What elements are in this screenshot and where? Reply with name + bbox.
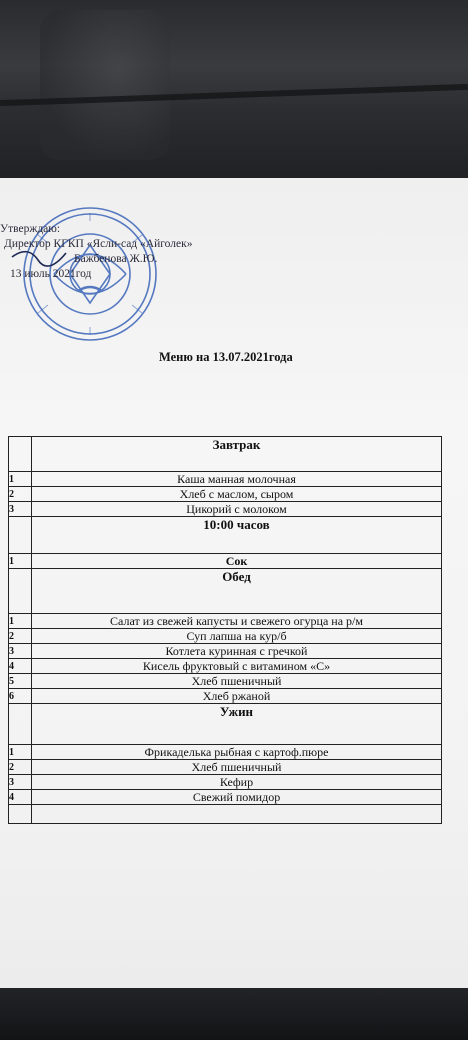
table-row [9, 554, 442, 569]
table-row [9, 775, 442, 790]
row-number: 3 [9, 775, 32, 790]
dish-name: Котлета куринная с гречкой [32, 644, 442, 659]
table-row-empty [9, 805, 442, 824]
dish-name: Хлеб с маслом, сыром [32, 487, 442, 502]
dish-name: Свежий помидор [32, 790, 442, 805]
table-row [9, 674, 442, 689]
table-row [9, 629, 442, 644]
dish-name: Хлеб пшеничный [32, 674, 442, 689]
meal-header-row [9, 517, 442, 554]
row-number: 2 [9, 629, 32, 644]
approval-line: Утверждаю: [0, 223, 61, 235]
row-number: 4 [9, 659, 32, 674]
empty-cell [9, 805, 32, 824]
menu-table [8, 436, 442, 824]
meal-header-row [9, 569, 442, 614]
approval-director: Директор КГКП «Ясли-сад «Айголек» [4, 238, 193, 250]
meal-header-row [9, 704, 442, 745]
empty-cell [9, 517, 32, 554]
row-number: 3 [9, 644, 32, 659]
empty-cell [9, 704, 32, 745]
table-row [9, 472, 442, 487]
dish-name: Хлеб ржаной [32, 689, 442, 704]
dish-name: Хлеб пшеничный [32, 760, 442, 775]
row-number: 1 [9, 614, 32, 629]
row-number: 3 [9, 502, 32, 517]
row-number: 4 [9, 790, 32, 805]
empty-cell [9, 569, 32, 614]
dish-name: Суп лапша на кур/б [32, 629, 442, 644]
table-row [9, 760, 442, 775]
row-number: 1 [9, 554, 32, 569]
dish-name: Сок [32, 554, 442, 569]
meal-name: Ужин [32, 704, 442, 745]
row-number: 2 [9, 487, 32, 502]
meal-name: 10:00 часов [32, 517, 442, 554]
table-row [9, 614, 442, 629]
approval-date: 13 июль 2021год [10, 268, 92, 280]
approval-block [0, 222, 192, 282]
dish-name: Салат из свежей капусты и свежего огурца на р/м [32, 614, 442, 629]
table-row [9, 659, 442, 674]
dish-name: Кефир [32, 775, 442, 790]
table-row [9, 790, 442, 805]
seat-cushion [40, 10, 170, 160]
row-number: 5 [9, 674, 32, 689]
table-row [9, 745, 442, 760]
empty-cell [9, 437, 32, 472]
row-number: 2 [9, 760, 32, 775]
background-floor [0, 985, 468, 1040]
page-title: Меню на 13.07.2021года [159, 350, 293, 364]
row-number: 1 [9, 745, 32, 760]
empty-cell [32, 805, 442, 824]
dish-name: Цикорий с молоком [32, 502, 442, 517]
table-row [9, 502, 442, 517]
row-number: 1 [9, 472, 32, 487]
table-row [9, 689, 442, 704]
meal-header-row [9, 437, 442, 472]
table-row [9, 487, 442, 502]
table-row [9, 644, 442, 659]
meal-name: Обед [32, 569, 442, 614]
dish-name: Кисель фруктовый с витамином «С» [32, 659, 442, 674]
dish-name: Фрикаделька рыбная с картоф.пюре [32, 745, 442, 760]
approval-name: Бажбенова Ж.Ю. [74, 253, 158, 265]
row-number: 6 [9, 689, 32, 704]
meal-name: Завтрак [32, 437, 442, 472]
dish-name: Каша манная молочная [32, 472, 442, 487]
